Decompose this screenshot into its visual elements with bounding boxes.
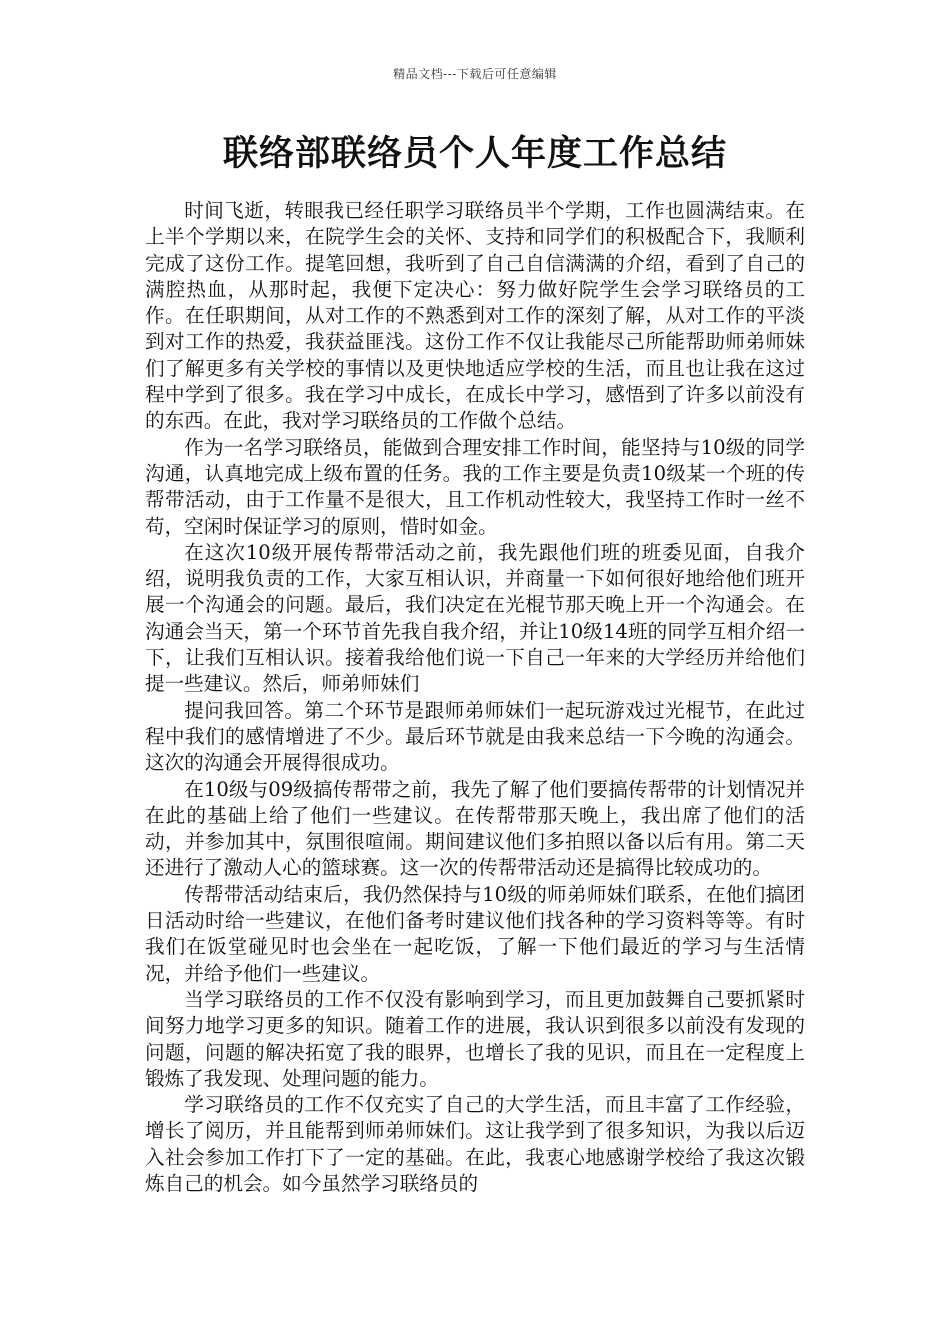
paragraph-8: 学习联络员的工作不仅充实了自己的大学生活，而且丰富了工作经验，增长了阅历，并且能帮到师弟师妹们。这让我学到了很多知识，为我以后迈入社会参加工作打下了一定的基础。在此，我衷心地感谢学校给了我这次锻炼自己的机会。如今虽然学习联络员的 — [145, 1093, 805, 1195]
paragraph-4: 提问我回答。第二个环节是跟师弟师妹们一起玩游戏过光棍节，在此过程中我们的感情增进了不少。最后环节就是由我来总结一下今晚的沟通会。这次的沟通会开展得很成功。 — [145, 698, 805, 775]
paragraph-6: 传帮带活动结束后，我仍然保持与10级的师弟师妹们联系，在他们搞团日活动时给一些建议，在他们备考时建议他们找各种的学习资料等等。有时我们在饭堂碰见时也会坐在一起吃饭，了解一下他们最近的学习与生活情况，并给予他们一些建议。 — [145, 882, 805, 985]
page-header: 精品文档---下载后可任意编辑 — [393, 67, 557, 81]
paragraph-3: 在这次10级开展传帮带活动之前，我先跟他们班的班委见面，自我介绍，说明我负责的工作，大家互相认识，并商量一下如何很好地给他们班开展一个沟通会的问题。最后，我们决定在光棍节那天晚上开一个沟通会。在沟通会当天，第一个环节首先我自我介绍，并让10级14班的同学互相介绍一下，让我们互相认识。接着我给他们说一下自己一年来的大学经历并给他们提一些建议。然后，师弟师妹们 — [145, 540, 805, 696]
paragraph-7: 当学习联络员的工作不仅没有影响到学习，而且更加鼓舞自己要抓紧时间努力地学习更多的知识。随着工作的进展，我认识到很多以前没有发现的问题，问题的解决拓宽了我的眼界，也增长了我的见识，而且在一定程度上锻炼了我发现、处理问题的能力。 — [145, 987, 805, 1090]
document-body — [145, 198, 805, 1197]
paragraph-2: 作为一名学习联络员，能做到合理安排工作时间，能坚持与10级的同学沟通，认真地完成上级布置的任务。我的工作主要是负责10级某一个班的传帮带活动，由于工作量不是很大，且工作机动性较大，我坚持工作时一丝不苟，空闲时保证学习的原则，惜时如金。 — [145, 435, 805, 538]
paragraph-1: 时间飞逝，转眼我已经任职学习联络员半个学期，工作也圆满结束。在上半个学期以来，在院学生会的关怀、支持和同学们的积极配合下，我顺利完成了这份工作。提笔回想，我听到了自己自信满满的介绍，看到了自己的满腔热血，从那时起，我便下定决心：努力做好院学生会学习联络员的工作。在任职期间，从对工作的不熟悉到对工作的深刻了解，从对工作的平淡到对工作的热爱，我获益匪浅。这份工作不仅让我能尽己所能帮助师弟师妹们了解更多有关学校的事情以及更快地适应学校的生活，而且也让我在这过程中学到了很多。我在学习中成长，在成长中学习，感悟到了许多以前没有的东西。在此，我对学习联络员的工作做个总结。 — [145, 199, 805, 433]
paragraph-5: 在10级与09级搞传帮带之前，我先了解了他们要搞传帮带的计划情况并在此的基础上给了他们一些建议。在传帮带那天晚上，我出席了他们的活动，并参加其中，氛围很喧闹。期间建议他们多拍照以备以后有用。第二天还进行了激动人心的篮球赛。这一次的传帮带活动还是搞得比较成功的。 — [145, 777, 805, 880]
document-title: 联络部联络员个人年度工作总结 — [222, 133, 727, 174]
